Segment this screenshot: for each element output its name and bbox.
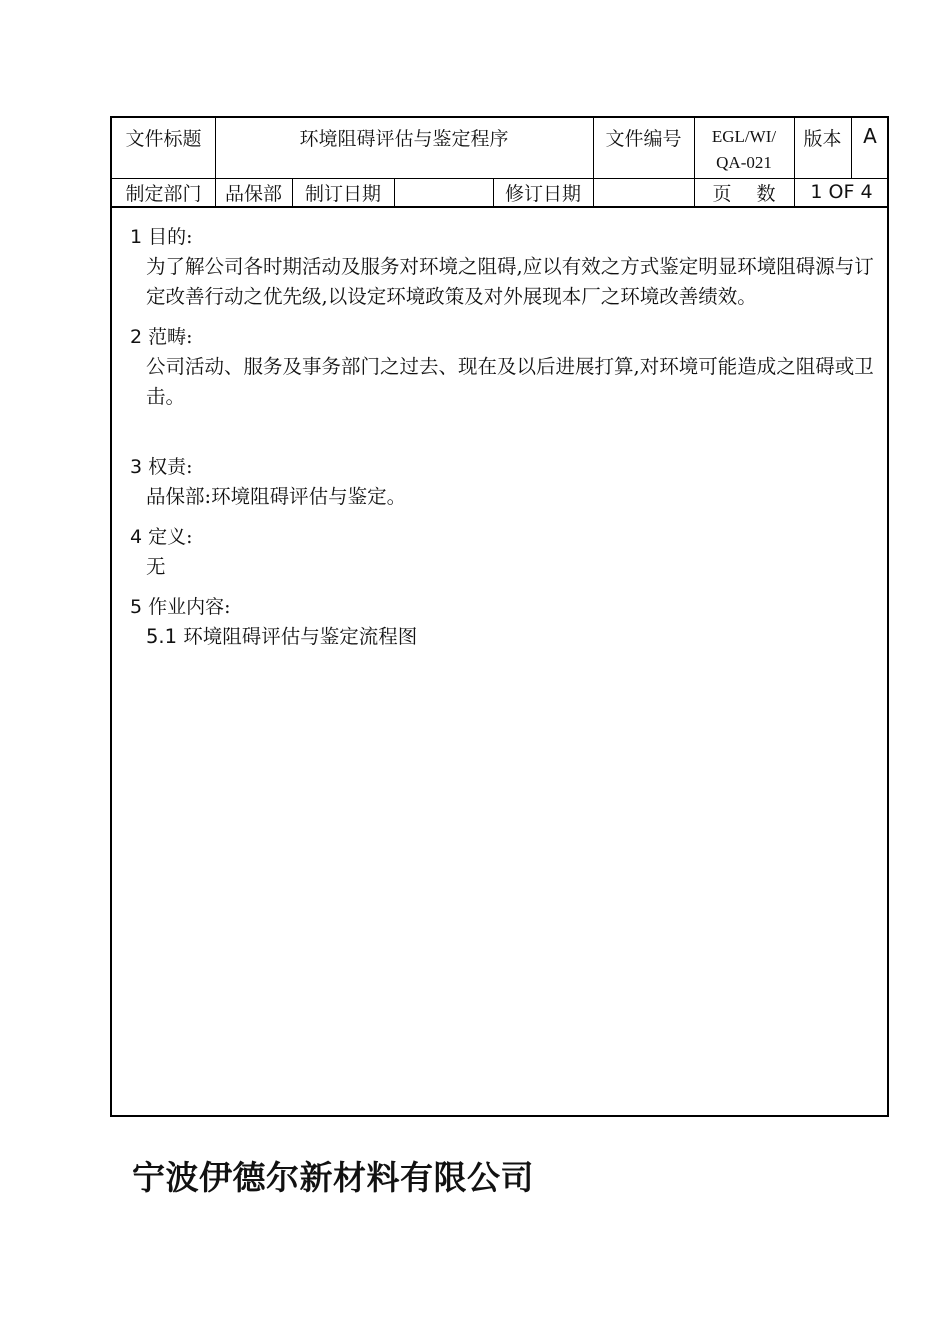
section-4 xyxy=(130,522,890,582)
dept-label: 制定部门 xyxy=(125,182,202,205)
section-title: 范畴: xyxy=(148,326,193,348)
pages-label: 页 数 xyxy=(712,182,776,205)
section-5 xyxy=(130,592,890,652)
section-body: 公司活动、服务及事务部门之过去、现在及以后进展打算,对环境可能造成之阻碍或卫击。 xyxy=(146,355,874,408)
doc-no-value xyxy=(694,118,794,178)
dept-value: 品保部 xyxy=(224,182,282,205)
section-number: 1 xyxy=(130,226,143,248)
section-body xyxy=(130,622,890,652)
pages-value: 1 OF 4 xyxy=(810,181,873,203)
title-value: 环境阻碍评估与鉴定程序 xyxy=(299,128,509,150)
section-1 xyxy=(130,222,890,312)
doc-no-label: 文件编号 xyxy=(605,128,682,150)
section-body: 品保部:环境阻碍评估与鉴定。 xyxy=(146,485,407,508)
section-number: 3 xyxy=(130,456,143,478)
section-number: 2 xyxy=(130,326,143,348)
doc-no-line2: QA-021 xyxy=(716,153,772,172)
revise-date-label: 修订日期 xyxy=(504,182,581,205)
section-number: 5 xyxy=(130,596,143,618)
header-row-1 xyxy=(112,118,887,179)
section-title: 定义: xyxy=(148,526,193,548)
section-title: 目的: xyxy=(148,226,193,248)
document-body xyxy=(130,222,890,652)
made-date-value xyxy=(394,178,493,206)
document-frame xyxy=(110,116,889,1117)
section-3 xyxy=(130,452,890,512)
doc-no-line1: EGL/WI/ xyxy=(711,127,777,146)
subsection-title: 环境阻碍评估与鉴定流程图 xyxy=(183,625,418,648)
section-body: 为了解公司各时期活动及服务对环境之阻碍,应以有效之方式鉴定明显环境阻碍源与订定改善行动之优先级,以设定环境政策及对外展现本厂之环境改善绩效。 xyxy=(146,255,874,308)
made-date-label: 制订日期 xyxy=(304,182,381,205)
section-title: 权责: xyxy=(148,456,193,478)
version-label: 版本 xyxy=(803,128,842,150)
version-value: A xyxy=(863,124,877,148)
section-number: 4 xyxy=(130,526,143,548)
section-2 xyxy=(130,322,890,412)
company-name: 宁波伊德尔新材料有限公司 xyxy=(132,1158,534,1197)
section-title: 作业内容: xyxy=(148,596,231,618)
revise-date-value xyxy=(593,178,694,206)
subsection-number: 5.1 xyxy=(146,625,178,648)
header-row-2 xyxy=(112,178,887,208)
title-label: 文件标题 xyxy=(125,128,202,150)
section-body: 无 xyxy=(146,555,166,578)
